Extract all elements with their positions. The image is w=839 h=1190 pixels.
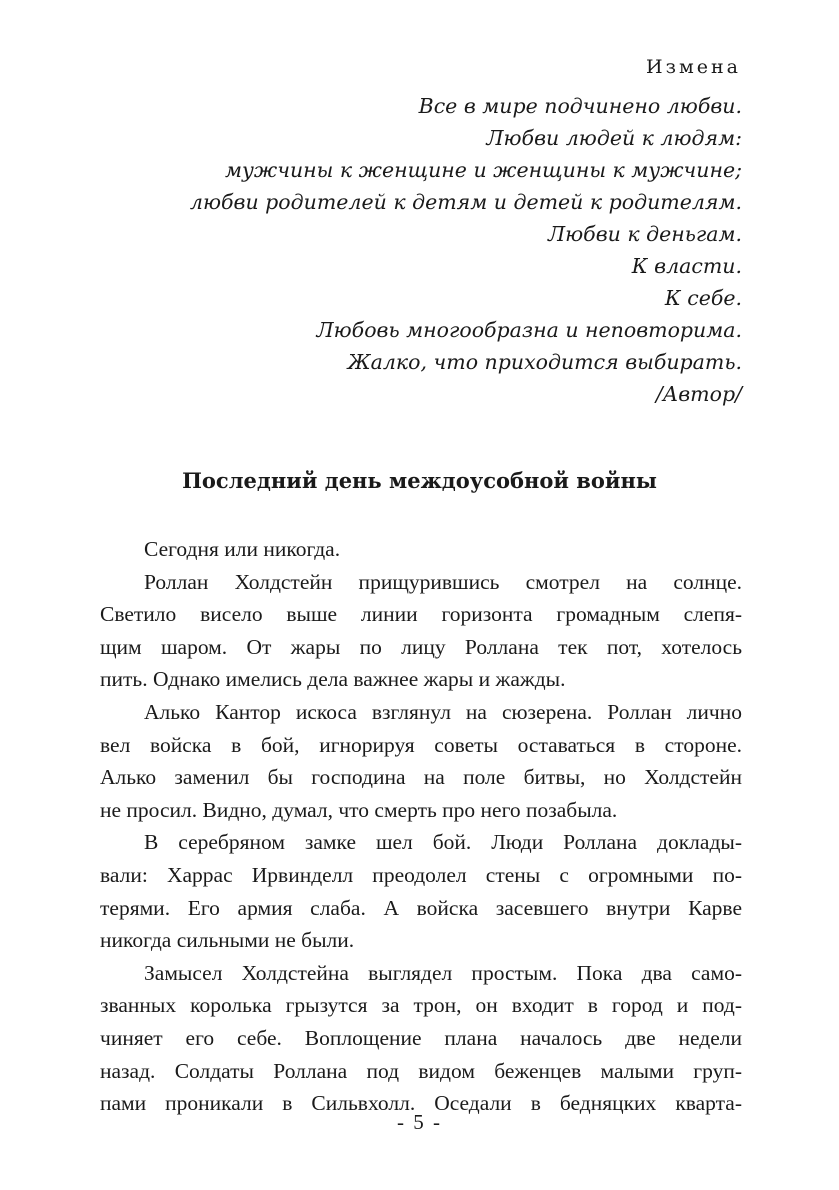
text-line: вел войска в бой, игнорируя советы оставаться в стороне.	[100, 732, 742, 757]
text-line: Светило висело выше линии горизонта громадным слепя-	[100, 602, 742, 627]
epigraph-line: любви родителей к детям и детей к родителям.	[189, 190, 742, 214]
epigraph-line: К себе.	[664, 286, 742, 310]
text-line: щим шаром. От жары по лицу Роллана тек пот, хотелось	[100, 634, 742, 659]
text-line: вали: Харрас Ирвинделл преодолел стены с огромными по-	[100, 862, 742, 887]
text-line: не просил. Видно, думал, что смерть про него позабыла.	[100, 797, 618, 822]
epigraph-line: Жалко, что приходится выбирать.	[347, 350, 742, 374]
text-line: назад. Солдаты Роллана под видом беженцев малыми груп-	[100, 1058, 742, 1083]
chapter-title: Последний день междоусобной войны	[182, 468, 657, 493]
text-line: никогда сильными не были.	[100, 928, 355, 953]
page-number: - 5 -	[397, 1110, 442, 1134]
text-line: Замысел Холдстейна выглядел простым. Пока два само-	[144, 960, 742, 985]
body-text	[100, 533, 742, 1120]
epigraph-author: /Автор/	[655, 382, 742, 406]
epigraph	[122, 90, 742, 410]
running-header: Измена	[646, 56, 741, 78]
epigraph-line: мужчины к женщине и женщины к мужчине;	[225, 158, 742, 182]
text-line: Сегодня или никогда.	[144, 537, 341, 561]
text-line: чиняет его себе. Воплощение плана началось две недели	[100, 1025, 742, 1050]
epigraph-line: Любви к деньгам.	[548, 222, 742, 246]
text-line: Алько Кантор искоса взглянул на сюзерена. Роллан лично	[144, 699, 742, 724]
text-line: пами проникали в Сильвхолл. Оседали в бедняцких кварта-	[100, 1091, 742, 1116]
text-line: званных королька грызутся за трон, он входит в город и под-	[100, 993, 742, 1018]
text-line: Алько заменил бы господина на поле битвы, но Холдстейн	[100, 765, 742, 790]
epigraph-line: Любовь многообразна и неповторима.	[316, 318, 742, 342]
epigraph-line: Все в мире подчинено любви.	[418, 94, 742, 118]
text-line: Роллан Холдстейн прищурившись смотрел на солнце.	[144, 569, 742, 594]
epigraph-line: К власти.	[631, 254, 742, 278]
text-line: терями. Его армия слаба. А войска засевшего внутри Карве	[100, 895, 742, 920]
epigraph-line: Любви людей к людям:	[486, 126, 742, 150]
text-line: В серебряном замке шел бой. Люди Роллана доклады-	[144, 830, 742, 855]
text-line: пить. Однако имелись дела важнее жары и жажды.	[100, 667, 566, 692]
